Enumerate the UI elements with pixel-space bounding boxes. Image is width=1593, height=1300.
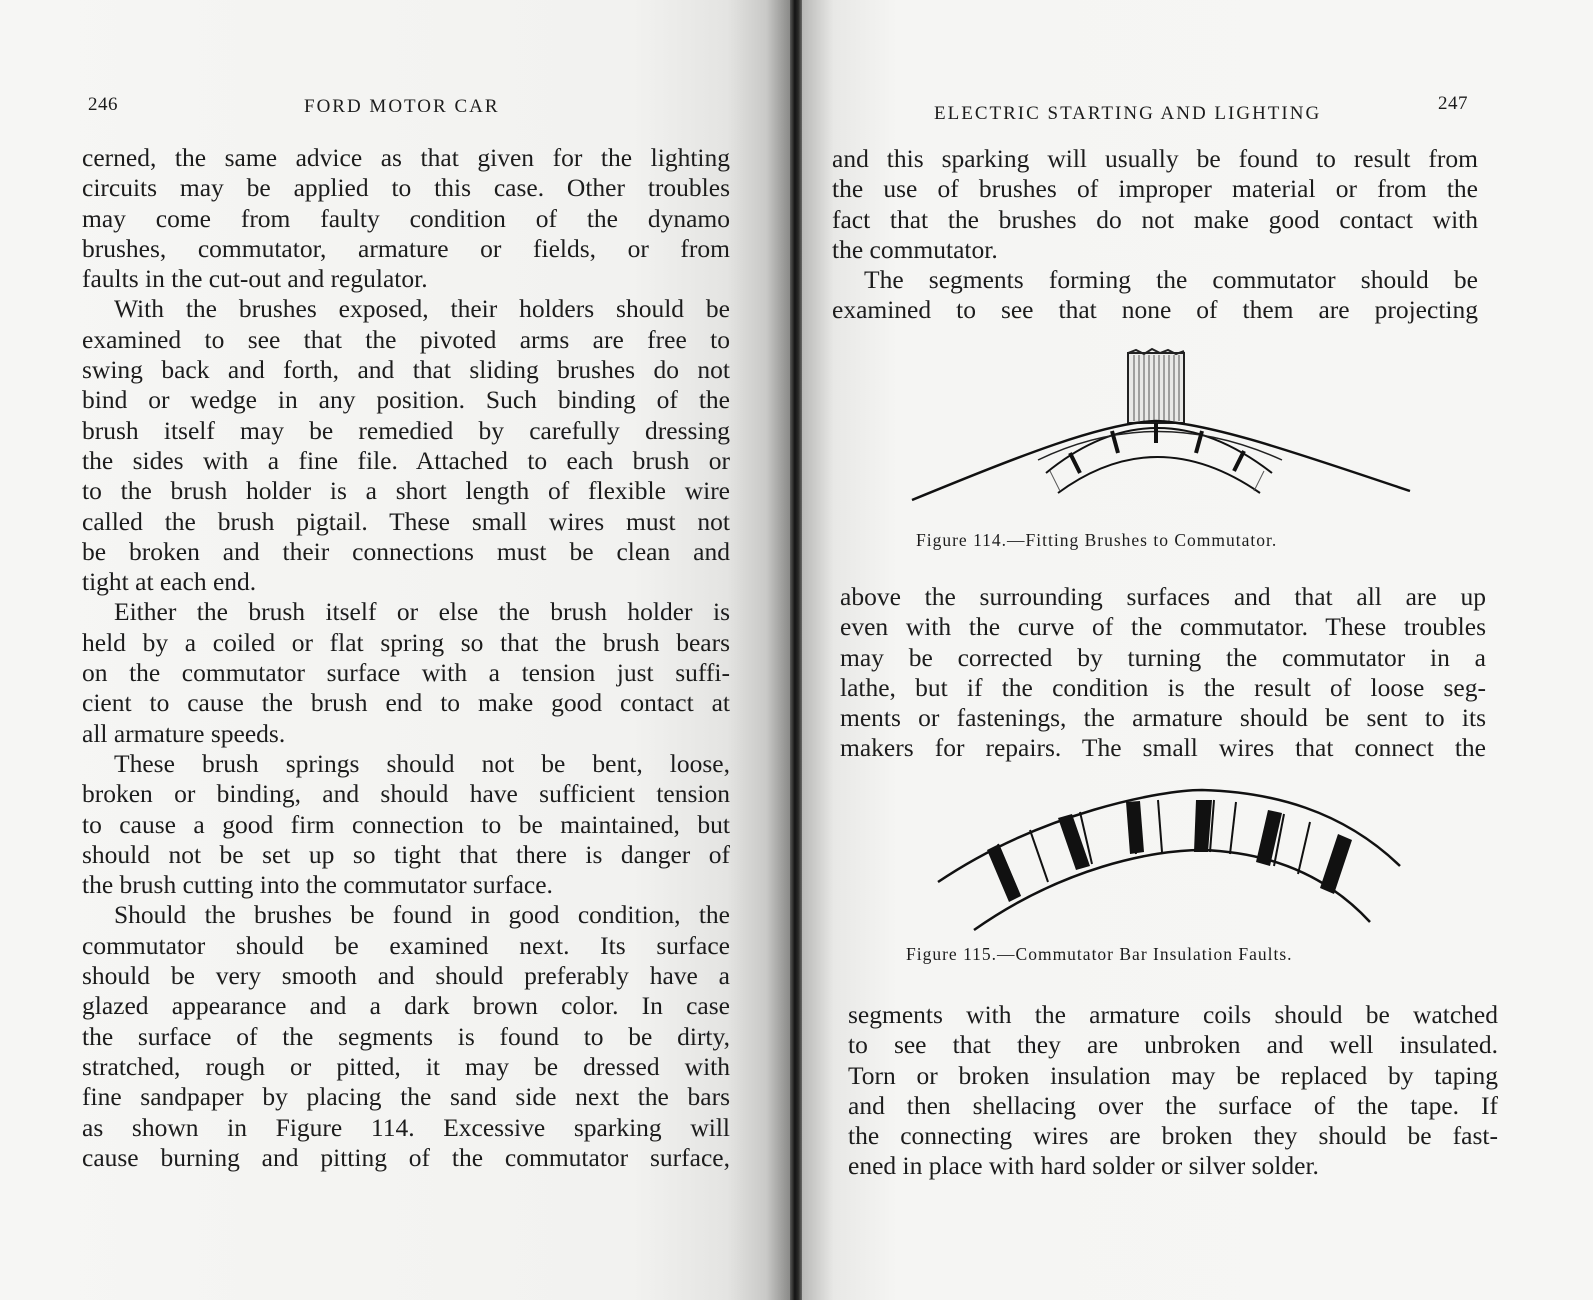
left-page-number: 246: [88, 94, 118, 115]
text-line: to see that they are unbroken and well insulated.: [848, 1030, 1498, 1060]
right-page: [802, 0, 1593, 1300]
text-line: glazed appearance and a dark brown color. In case: [82, 991, 730, 1021]
text-line: to cause a good firm connection to be maintained, but: [82, 809, 730, 839]
text-line: may be corrected by turning the commutator in a: [840, 642, 1486, 672]
text-line: circuits may be applied to this case. Other troubles: [82, 173, 730, 203]
text-line: be broken and their connections must be clean and: [82, 536, 730, 566]
text-line: lathe, but if the condition is the result of loose seg-: [840, 672, 1486, 702]
text-line: all armature speeds.: [82, 718, 286, 748]
text-line: on the commutator surface with a tension just suffi-: [82, 658, 730, 688]
text-line: the surface of the segments is found to be dirty,: [82, 1021, 730, 1051]
text-line: ened in place with hard solder or silver solder.: [848, 1151, 1319, 1181]
text-line: fine sandpaper by placing the sand side next the bars: [82, 1082, 730, 1112]
figure-115-caption: Figure 115.—Commutator Bar Insulation Faults.: [906, 944, 1293, 964]
text-line: as shown in Figure 114. Excessive sparking will: [82, 1112, 730, 1142]
text-line: cause burning and pitting of the commutator surface,: [82, 1142, 730, 1172]
text-line: segments with the armature coils should be watched: [848, 1000, 1498, 1029]
text-line: brushes, commutator, armature or fields, or from: [82, 233, 730, 263]
text-line: held by a coiled or flat spring so that the brush bears: [82, 627, 730, 657]
text-line: With the brushes exposed, their holders should be: [114, 294, 730, 324]
left-body-text: [82, 143, 730, 1173]
text-line: the commutator.: [832, 234, 998, 264]
text-line: the brush cutting into the commutator surface.: [82, 870, 553, 900]
text-line: called the brush pigtail. These small wires must not: [82, 506, 730, 536]
text-line: swing back and forth, and that sliding brushes do not: [82, 355, 730, 385]
text-line: bind or wedge in any position. Such binding of the: [82, 385, 730, 415]
text-line: and this sparking will usually be found to result from: [832, 144, 1478, 173]
text-line: Either the brush itself or else the brush holder is: [114, 597, 730, 627]
text-line: cient to cause the brush end to make good contact at: [82, 688, 730, 718]
text-line: These brush springs should not be bent, loose,: [114, 748, 730, 778]
text-line: fact that the brushes do not make good contact with: [832, 204, 1478, 234]
text-line: the connecting wires are broken they should be fast-: [848, 1121, 1498, 1151]
text-line: Should the brushes be found in good condition, the: [114, 900, 730, 930]
text-line: above the surrounding surfaces and that all are up: [840, 582, 1486, 611]
text-line: stratched, rough or pitted, it may be dressed with: [82, 1051, 730, 1081]
left-page: [0, 0, 790, 1300]
book-gutter: [790, 0, 802, 1300]
text-line: and then shellacing over the surface of the tape. If: [848, 1090, 1498, 1120]
right-page-number: 247: [1438, 93, 1468, 114]
left-running-head: FORD MOTOR CAR: [304, 96, 500, 117]
text-line: even with the curve of the commutator. These troubles: [840, 612, 1486, 642]
text-line: tight at each end.: [82, 567, 257, 597]
text-line: commutator should be examined next. Its surface: [82, 930, 730, 960]
text-line: The segments forming the commutator should be: [864, 265, 1478, 295]
right-body-text-2: [840, 582, 1486, 764]
text-line: broken or binding, and should have sufficient tension: [82, 779, 730, 809]
text-line: the use of brushes of improper material or from the: [832, 174, 1478, 204]
text-line: may come from faulty condition of the dynamo: [82, 203, 730, 233]
text-line: should not be set up so tight that there is danger of: [82, 839, 730, 869]
text-line: examined to see that none of them are projecting: [832, 295, 1478, 325]
text-line: cerned, the same advice as that given for the lighting: [82, 143, 730, 172]
text-line: makers for repairs. The small wires that connect the: [840, 733, 1486, 763]
right-body-text-1: [832, 144, 1478, 326]
text-line: Torn or broken insulation may be replaced by taping: [848, 1060, 1498, 1090]
text-line: brush itself may be remedied by carefully dressing: [82, 415, 730, 445]
text-line: to the brush holder is a short length of flexible wire: [82, 476, 730, 506]
text-line: ments or fastenings, the armature should be sent to its: [840, 703, 1486, 733]
figure-114-caption: Figure 114.—Fitting Brushes to Commutator.: [916, 530, 1278, 550]
text-line: faults in the cut-out and regulator.: [82, 264, 428, 294]
right-running-head: ELECTRIC STARTING AND LIGHTING: [934, 103, 1322, 124]
right-body-text-3: [848, 1000, 1498, 1182]
text-line: should be very smooth and should preferably have a: [82, 961, 730, 991]
text-line: the sides with a fine file. Attached to each brush or: [82, 445, 730, 475]
text-line: examined to see that the pivoted arms are free to: [82, 324, 730, 354]
figure-115-insulation-diagram: [802, 790, 1593, 940]
